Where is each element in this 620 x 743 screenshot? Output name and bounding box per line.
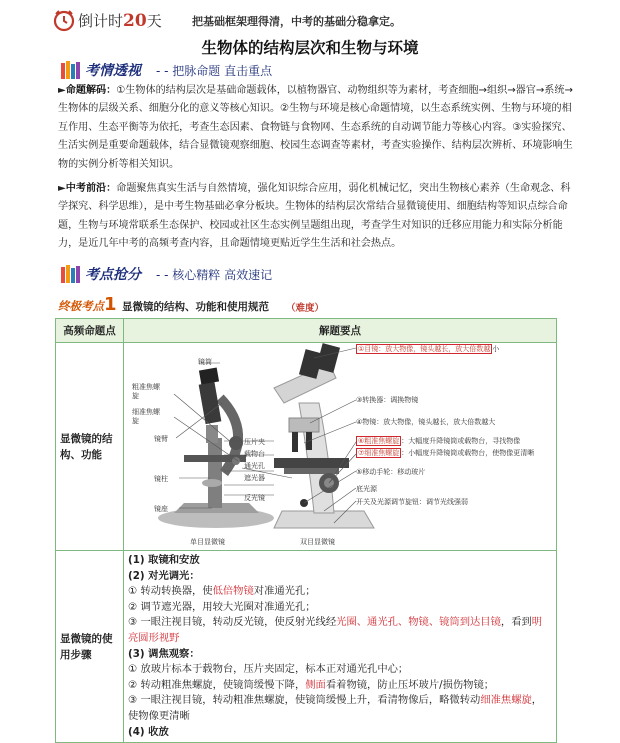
step-line: (4) 收放 [128, 725, 169, 738]
motto: 把基础框架理得清，中考的基础分稳拿定。 [192, 15, 401, 28]
label-tube: 镜筒 [198, 358, 212, 366]
label-fine-right: ⑦细准焦螺旋 ：小幅度升降镜筒或载物台，使物像更清晰 [358, 449, 535, 457]
steps-list [128, 553, 552, 740]
kp1-num: 1 [104, 294, 117, 315]
label-eyepiece: ①目镜：放大物像，镜头越长，放大倍数越 小 [358, 345, 500, 353]
row1-label: 显微镜的结构、功能 [56, 343, 124, 551]
section-exam-label: 考情透视 [85, 63, 141, 79]
label-mirror: 反光镜 [244, 494, 265, 502]
steps-cell [124, 551, 557, 743]
caption-binocular: 双目显微镜 [300, 538, 335, 546]
arrow-icon: ► [58, 183, 66, 194]
step-line: ③ 一眼注视目镜，转动反光镜，使反射光线经光圈、通光孔、物镜、镜筒到达目镜，看到明亮圆形视野 [128, 616, 543, 644]
table-row [56, 343, 557, 551]
monocular-microscope-drawing [158, 368, 274, 528]
label-coarse-right: ⑥粗准焦螺旋 ：大幅度升降镜筒或载物台，寻找物像 [358, 437, 521, 445]
label-objective: ④物镜：放大物像，镜头越长，放大倍数越大 [356, 418, 496, 426]
arrow-icon: ► [58, 85, 66, 96]
step-line: ① 转动转换器，使低倍物镜对准通光孔； [128, 585, 316, 598]
label-base-light: 底光源 [356, 485, 377, 493]
table-header-row [56, 319, 557, 343]
col-header-2: 解题要点 [124, 319, 557, 343]
label-diaphragm: 遮光器 [244, 474, 265, 482]
label-coarse-left: 粗准焦螺旋 [132, 383, 160, 400]
caption-monocular: 单目显微镜 [190, 538, 225, 546]
alarm-clock-icon [52, 8, 76, 32]
label-switch: 开关及光源调节旋钮：调节光线强弱 [356, 498, 468, 506]
top-bar [52, 8, 592, 32]
microscope-diagram-cell [124, 343, 557, 551]
label-pillar: 镜柱 [154, 475, 168, 483]
step-line: ① 放玻片标本于载物台，压片夹固定，标本正对通光孔中心； [128, 663, 409, 676]
section-exam-header [60, 58, 460, 82]
books-icon [60, 263, 82, 285]
section-exam-subtitle: - - 把脉命题 直击重点 [156, 64, 273, 78]
books-icon [60, 59, 82, 81]
countdown-suffix: 天 [146, 12, 162, 30]
step-line: (1) 取镜和安放 [128, 554, 200, 566]
label-stage-move: ⑤移动手轮：移动玻片 [356, 468, 426, 476]
section-points-label: 考点抢分 [85, 267, 141, 283]
label-arm: 镜臂 [154, 435, 168, 443]
para2-text: 命题聚焦真实生活与自然情境，强化知识综合应用，弱化机械记忆，突出生物核心素养（生命观念、科学探究、科学思维），是中考生物基础必拿分板块。生物体的结构层次常结合显微镜使用、细胞结构等知识点综合命题，生物与环境常联系生态保护、校园或社区生态实例呈题组出现，考查学生对知识的迁移应用能力和实际分析能力，是近几年中考的高频考查内容，且命题情境更贴近学生生活和社会热点。 [58, 183, 571, 250]
label-clip: 压片夹 [244, 438, 265, 446]
label-aperture: 通光孔 [244, 462, 265, 470]
label-base: 镜座 [154, 505, 168, 513]
para2-label: 中考前沿： [65, 183, 117, 194]
label-fine-left: 细准焦螺旋 [132, 408, 160, 425]
kp1-title [58, 296, 458, 316]
step-line: ③ 一眼注视目镜，转动粗准焦螺旋，使镜筒缓慢上升，看清物像后，略微转动细准焦螺旋，使物像更清晰 [128, 694, 543, 722]
step-line: ② 调节遮光器，用较大光圈对准通光孔； [128, 600, 316, 613]
col-header-1: 高频命题点 [56, 319, 124, 343]
step-line: (3) 调焦观察： [128, 647, 200, 660]
para1-label: 命题解码： [65, 85, 117, 96]
page-title: 生物体的结构层次和生物与环境 [201, 39, 419, 57]
kp1-difficulty: （难度） [286, 303, 325, 314]
kp1-tag: 终极考点 [58, 299, 104, 313]
step-line: (2) 对光调光： [128, 569, 200, 582]
countdown [78, 10, 162, 31]
step-line: ② 转动粗准焦螺旋，使镜筒缓慢下降，侧面看着物镜，防止压坏玻片/损伤物镜； [128, 678, 495, 691]
row2-label: 显微镜的使用步骤 [56, 551, 124, 743]
table-row [56, 551, 557, 743]
countdown-prefix: 倒计时 [78, 12, 124, 30]
label-stage: 载物台 [244, 450, 265, 458]
section-points-header [60, 262, 460, 286]
para1-text: ①生物体的结构层次是基础命题载体，以植物器官、动物组织等为素材，考查细胞→组织→器官→系统→生物体的层级关系、细胞分化的意义等核心知识。②生物与环境是核心命题情境，以生态系统实例、生物与环境的相互作用、生态平衡等为依托，考查生态因素、食物链与食物网、生态系统的自动调节能力等核心内容。③实验探究、生活实例是重要命题载体，结合显微镜观察细胞、校园生态调查等素材，考查实验操作、结构层次辨析、环境影响生物的实例分析等相关知识。 [58, 85, 573, 170]
microscope-diagram [124, 343, 556, 549]
countdown-days: 20 [123, 11, 147, 31]
kp1-text: 显微镜的结构、功能和使用规范 [122, 301, 269, 313]
kp1-table [55, 318, 557, 743]
label-converter: ③转换器：调换物镜 [356, 396, 419, 404]
section-points-subtitle: - - 核心精粹 高效速记 [156, 268, 273, 282]
exam-para-2 [58, 180, 573, 254]
exam-para-1 [58, 82, 573, 174]
